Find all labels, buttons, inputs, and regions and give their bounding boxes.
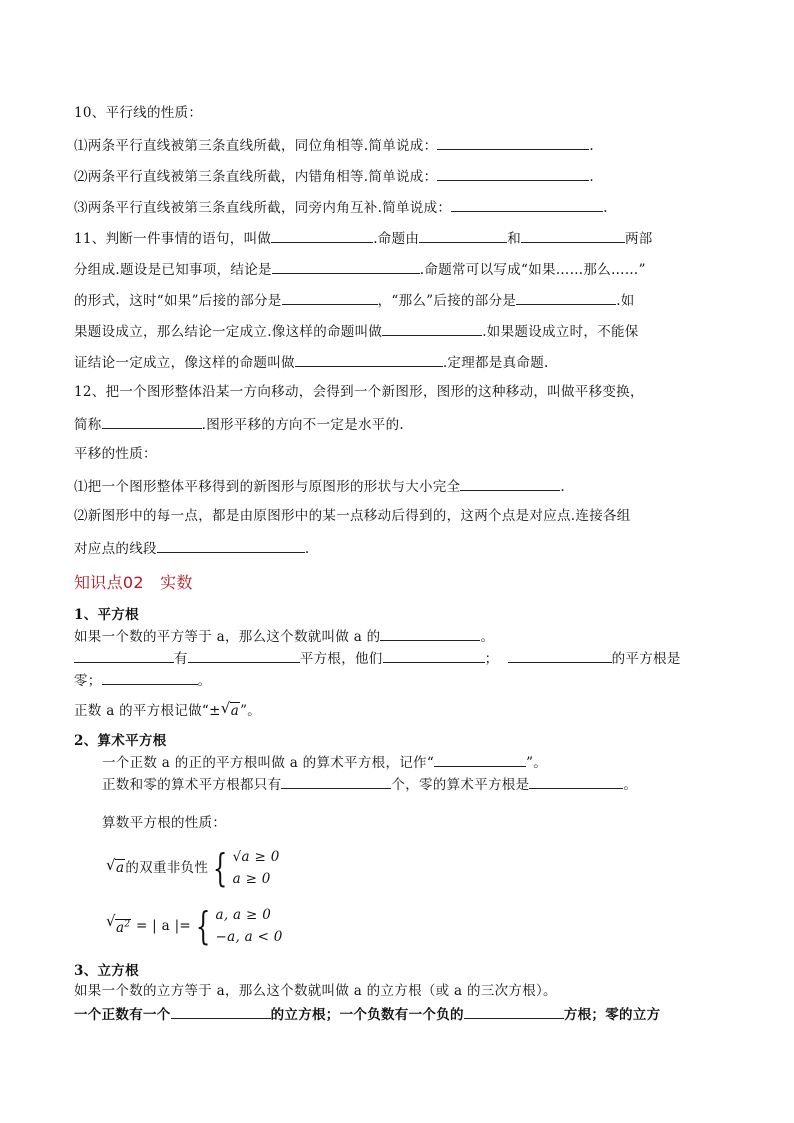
answer-blank[interactable] bbox=[521, 228, 625, 243]
s12-prop-title: 平移的性质： bbox=[74, 446, 157, 462]
answer-blank[interactable] bbox=[434, 752, 526, 767]
cube-root-title: 3、立方根 bbox=[74, 963, 139, 979]
cube-root-line-1: 如果一个数的立方等于 a，那么这个数就叫做 a 的立方根（或 a 的三次方根）。 bbox=[74, 983, 557, 999]
sqrt-line-3: 零； 。 bbox=[74, 670, 211, 690]
arith-sqrt-line-1: 一个正数 a 的正的平方根叫做 a 的算术平方根，记作“ ”。 bbox=[102, 752, 547, 772]
s12-prop-2a: ⑵新图形中的每一点，都是由原图形中的某一点移动后得到的，这两个点是对应点.连接各组 bbox=[74, 508, 631, 524]
answer-blank[interactable] bbox=[382, 321, 482, 336]
answer-blank[interactable] bbox=[451, 197, 603, 212]
s12-prop-1: ⑴把一个图形整体平移得到的新图形与原图形的形状与大小完全 . bbox=[74, 476, 565, 496]
cube-root-line-2: 一个正数有一个 的立方根；一个负数有一个负的 方根；零的立方 bbox=[74, 1004, 660, 1024]
s11-line-1: 11、判断一件事情的语句，叫做 .命题由 和 两部 bbox=[74, 228, 653, 248]
sqrt-section-title: 1、平方根 bbox=[74, 607, 139, 623]
s10-title: 10、平行线的性质： bbox=[74, 105, 203, 121]
nonneg-cases: √a ≥ 0 a ≥ 0 bbox=[232, 849, 280, 887]
answer-blank[interactable] bbox=[272, 259, 420, 274]
s11-line-4: 果题设成立，那么结论一定成立.像这样的命题叫做 .如果题设成立时，不能保 bbox=[74, 321, 639, 341]
abs-cases: a, a ≥ 0 −a, a < 0 bbox=[215, 907, 283, 945]
sqrt-symbol: √ $a^2$ bbox=[106, 912, 131, 936]
answer-blank[interactable] bbox=[157, 538, 305, 553]
answer-blank[interactable] bbox=[188, 648, 300, 663]
answer-blank[interactable] bbox=[171, 1004, 271, 1019]
sqrt-notation: 正数 a 的平方根记做“± √ a”。 bbox=[74, 699, 262, 719]
sqrt-symbol: √ a bbox=[106, 856, 125, 876]
answer-blank[interactable] bbox=[437, 135, 589, 150]
s10-item-1: ⑴两条平行直线被第三条直线所截，同位角相等.简单说成： . bbox=[74, 135, 594, 155]
answer-blank[interactable] bbox=[102, 414, 202, 429]
answer-blank[interactable] bbox=[380, 626, 480, 641]
s10-item-3: ⑶两条平行直线被第三条直线所截，同旁内角互补.简单说成： . bbox=[74, 197, 608, 217]
s11-line-2: 分组成.题设是已知事项，结论是 .命题常可以写成“如果……那么……” bbox=[74, 259, 646, 279]
answer-blank[interactable] bbox=[437, 166, 589, 181]
sqrt-symbol: √ a bbox=[220, 699, 240, 719]
arith-sqrt-prop-title: 算数平方根的性质： bbox=[102, 815, 227, 831]
answer-blank[interactable] bbox=[281, 774, 391, 789]
answer-blank[interactable] bbox=[464, 1004, 564, 1019]
s12-line-1: 12、把一个图形整体沿某一方向移动，会得到一个新图形，图形的这种移动，叫做平移变换， bbox=[74, 384, 644, 400]
arith-sqrt-title: 2、算术平方根 bbox=[74, 733, 167, 749]
s11-line-5: 证结论一定成立，像这样的命题叫做 .定理都是真命题. bbox=[74, 352, 549, 372]
sqrt-line-2: 有 平方根，他们 ； 的平方根是 bbox=[74, 648, 681, 668]
answer-blank[interactable] bbox=[74, 648, 174, 663]
square-root-identity: √ $a^2$ = | a |= { a, a ≥ 0 −a, a < 0 bbox=[106, 904, 283, 948]
answer-blank[interactable] bbox=[271, 228, 373, 243]
sqrt-line-1: 如果一个数的平方等于 a，那么这个数就叫做 a 的 。 bbox=[74, 626, 494, 646]
s10-item-2: ⑵两条平行直线被第三条直线所截，内错角相等.简单说成： . bbox=[74, 166, 594, 186]
answer-blank[interactable] bbox=[460, 476, 560, 491]
s12-prop-2b: 对应点的线段 . bbox=[74, 538, 309, 558]
answer-blank[interactable] bbox=[282, 290, 378, 305]
arith-sqrt-line-2: 正数和零的算术平方根都只有 个，零的算术平方根是 。 bbox=[102, 774, 637, 794]
answer-blank[interactable] bbox=[102, 670, 198, 685]
double-nonnegativity: √ a的双重非负性 { √a ≥ 0 a ≥ 0 bbox=[106, 846, 280, 890]
answer-blank[interactable] bbox=[529, 774, 623, 789]
s12-line-2: 简称 .图形平移的方向不一定是水平的. bbox=[74, 414, 404, 434]
answer-blank[interactable] bbox=[516, 290, 616, 305]
answer-blank[interactable] bbox=[419, 228, 507, 243]
answer-blank[interactable] bbox=[383, 648, 485, 663]
knowledge-point-heading: 知识点02 实数 bbox=[74, 573, 193, 592]
answer-blank[interactable] bbox=[508, 648, 612, 663]
s11-line-3: 的形式，这时“如果”后接的部分是 ，“那么”后接的部分是 .如 bbox=[74, 290, 635, 310]
answer-blank[interactable] bbox=[295, 352, 443, 367]
